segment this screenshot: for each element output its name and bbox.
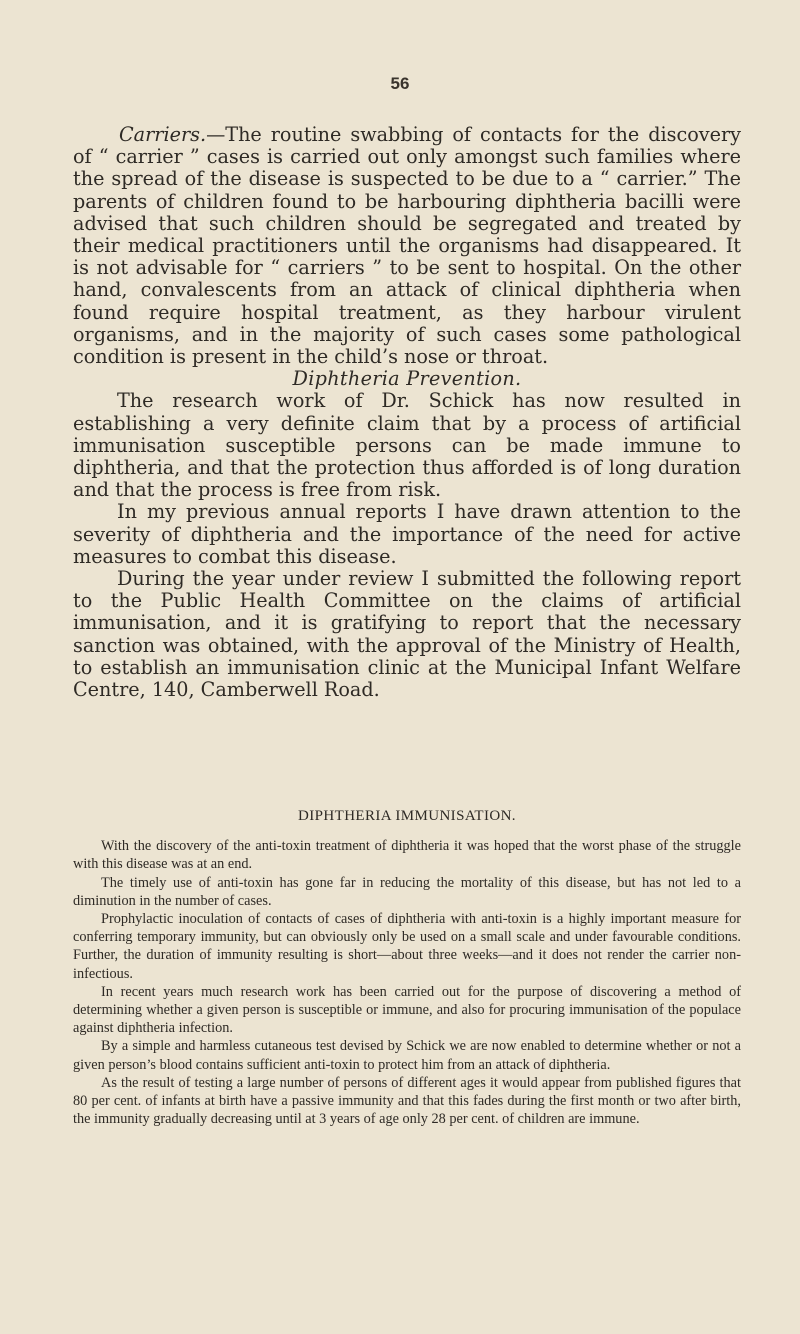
prevention-heading: Diphtheria Prevention. bbox=[292, 367, 522, 391]
carriers-paragraph bbox=[73, 124, 741, 368]
immunisation-heading: DIPHTHERIA IMMUNISATION. bbox=[298, 808, 516, 824]
immunisation-paragraph: As the result of testing a large number of persons of different ages it would appear from published figures that 80 per cent. of infants at birth have a passive immunity and that this fades during the first month or two after birth, the immunity gradually decreasing until at 3 years of age only 28 per cent. of children are immune. bbox=[73, 1074, 741, 1128]
immunisation-section bbox=[73, 807, 741, 1128]
immunisation-paragraph: Prophylactic inoculation of contacts of cases of diphtheria with anti-toxin is a highly important measure for conferring temporary immunity, but can obviously only be used on a small scale and under favourable conditions. Further, the duration of immunity resulting is short—about three weeks—and it does not render the carrier non-infectious. bbox=[73, 911, 741, 982]
prevention-paragraph: During the year under review I submitted the following report to the Public Health Committee on the claims of artificial immunisation, and it is gratifying to report that the necessary sanction was obtained, with the approval of the Ministry of Health, to establish an immunisation clinic at the Municipal Infant Welfare Centre, 140, Camberwell Road. bbox=[73, 567, 741, 702]
main-text bbox=[73, 124, 741, 701]
carriers-term: Carriers. bbox=[119, 123, 207, 146]
prevention-paragraph: In my previous annual reports I have drawn attention to the severity of diphtheria and the importance of the need for active measures to combat this disease. bbox=[73, 500, 741, 568]
immunisation-paragraph: By a simple and harmless cutaneous test devised by Schick we are now enabled to determine whether or not a given person’s blood contains sufficient anti-toxin to protect him from an attack of diphtheria. bbox=[73, 1038, 741, 1073]
immunisation-paragraph: With the discovery of the anti-toxin treatment of diphtheria it was hoped that the worst phase of the struggle with this disease was at an end. bbox=[73, 838, 741, 873]
carriers-text: —The routine swabbing of contacts for the discovery of “ carrier ” cases is carried out only amongst such families where the spread of the disease is suspected to be due to a “ carrier.” The parents of children found to be harbouring diphtheria bacilli were advised that such children should be segregated and treated by their medical practitioners until the organisms had disappeared. It is not advisable for “ carriers ” to be sent to hospital. On the other hand, convalescents from an attack of clinical diphtheria when found require hospital treatment, as they harbour virulent organisms, and in the majority of such cases some pathological condition is present in the child’s nose or throat. bbox=[73, 123, 741, 369]
page-number: 56 bbox=[390, 74, 410, 93]
prevention-paragraph: The research work of Dr. Schick has now resulted in establishing a very definite claim that by a process of artificial immunisation susceptible persons can be made immune to diphtheria, and that the protection thus afforded is of long duration and that the process is free from risk. bbox=[73, 389, 741, 502]
immunisation-paragraph: In recent years much research work has been carried out for the purpose of discovering a method of determining whether a given person is susceptible or immune, and also for procuring immunisation of the populace against diphtheria infection. bbox=[73, 983, 741, 1037]
immunisation-paragraph: The timely use of anti-toxin has gone far in reducing the mortality of this disease, but has not led to a diminution in the number of cases. bbox=[73, 874, 741, 909]
